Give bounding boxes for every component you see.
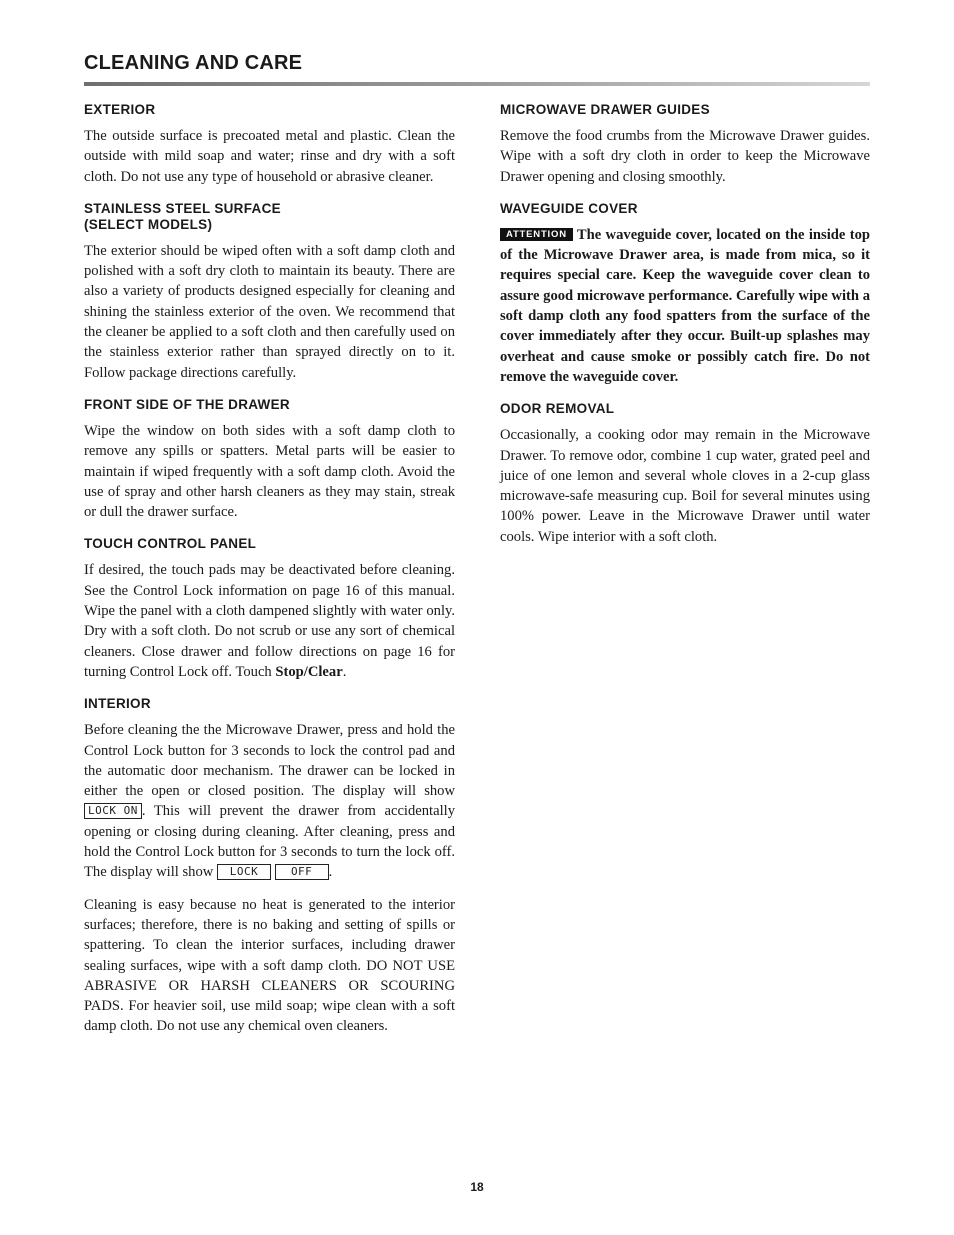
stainless-heading: STAINLESS STEEL SURFACE (SELECT MODELS) xyxy=(84,200,281,232)
exterior-heading: EXTERIOR xyxy=(84,102,156,117)
right-column xyxy=(500,102,870,561)
stainless-body: The exterior should be wiped often with a soft damp cloth and polished with a soft dry cloth to maintain its beauty. There are also a variety of products designed especially for cleaning and shining the stainless exterior of the oven. We recommend that the cleaner be applied to a soft cloth and then carefully used on the stainless exterior rather than sprayed directly on to it. Follow package directions carefully. xyxy=(84,242,455,381)
interior-text-a: Before cleaning the the Microwave Drawer, press and hold the Control Lock button for 3 seconds to lock the control pad and the automatic door mechanism. The drawer can be locked in either the open or closed position. The display will show xyxy=(84,722,455,800)
section-odor-removal xyxy=(500,401,870,547)
exterior-body: The outside surface is precoated metal and plastic. Clean the outside with mild soap and water; rinse and dry with a soft cloth. Do not use any type of household or abrasive cleaner. xyxy=(84,128,455,185)
attention-badge: ATTENTION xyxy=(500,228,573,241)
section-interior xyxy=(84,696,455,1036)
interior-text-c: . xyxy=(328,864,333,881)
odor-body: Occasionally, a cooking odor may remain in the Microwave Drawer. To remove odor, combine 1 cup water, grated peel and juice of one lemon and several whole cloves in a 2-cup glass microwave-safe measuring cup. Boil for several minutes using 100% power. Leave in the Microwave Drawer until water cools. Wipe interior with a soft cloth. xyxy=(500,427,870,545)
section-front-side xyxy=(84,397,455,522)
left-column xyxy=(84,102,455,1051)
page-number: 18 xyxy=(470,1180,484,1194)
touch-panel-text: If desired, the touch pads may be deactivated before cleaning. See the Control Lock information on page 16 of this manual. Wipe the panel with a cloth dampened slightly with water only. Dry with a soft cloth. Do not scrub or use any sort of chemical cleaners. Close drawer and follow directions on page 16 for turning Control Lock off. Touch xyxy=(84,562,455,680)
stop-clear-label: Stop/Clear xyxy=(275,663,343,680)
odor-heading: ODOR REMOVAL xyxy=(500,401,615,417)
guides-body: Remove the food crumbs from the Microwave Drawer guides. Wipe with a soft dry cloth in order to keep the Microwave Drawer opening and closing smoothly. xyxy=(500,128,870,185)
front-side-body: Wipe the window on both sides with a soft damp cloth to remove any spills or spatters. Metal parts will be easier to maintain if wiped frequently with a soft damp cloth. Avoid the use of spray and other harsh cleaners as they may stain, streak or dull the drawer surface. xyxy=(84,422,455,521)
guides-heading: MICROWAVE DRAWER GUIDES xyxy=(500,102,710,117)
section-drawer-guides xyxy=(500,102,870,187)
section-touch-control-panel xyxy=(84,536,455,682)
interior-body-2: Cleaning is easy because no heat is generated to the interior surfaces; therefore, there is no baking and setting of spills or spattering. To clean the interior surfaces, including drawer sealing surfaces, wipe with a soft damp cloth. DO NOT USE ABRASIVE OR HARSH CLEANERS OR SCOURING PADS. For heavier soil, use mild soap; wipe clean with a soft damp cloth. Do not use any chemical oven cleaners. xyxy=(84,896,455,1035)
touch-panel-heading: TOUCH CONTROL PANEL xyxy=(84,536,257,552)
display-lock: LOCK xyxy=(217,864,271,880)
interior-heading: INTERIOR xyxy=(84,696,151,712)
interior-body-1 xyxy=(84,720,455,882)
display-off: OFF xyxy=(275,864,329,880)
section-exterior xyxy=(84,102,455,187)
title-rule xyxy=(84,82,870,86)
touch-panel-end: . xyxy=(342,663,347,680)
waveguide-heading: WAVEGUIDE COVER xyxy=(500,200,638,216)
waveguide-text: The waveguide cover, located on the inside top of the Microwave Drawer area, is made from mica, so it requires special care. Keep the waveguide cover clean to assure good microwave performance. Carefully wipe with a soft damp cloth any food spatters from the surface of the cover immediately after they occur. Built-up splashes may overheat and cause smoke or possibly catch fire. Do not remove the waveguide cover. xyxy=(500,226,870,385)
display-lock-on: LOCK ON xyxy=(84,803,142,819)
section-stainless-steel xyxy=(84,201,455,383)
touch-panel-body xyxy=(84,560,455,682)
section-waveguide-cover xyxy=(500,201,870,387)
page-title: CLEANING AND CARE xyxy=(84,52,303,74)
waveguide-body xyxy=(500,225,870,387)
front-side-heading: FRONT SIDE OF THE DRAWER xyxy=(84,396,290,412)
interior-text-b: . This will prevent the drawer from accidentally opening or closing during cleaning. After cleaning, press and hold the Control Lock button for 3 seconds to turn the lock off. The display will show xyxy=(84,803,455,881)
